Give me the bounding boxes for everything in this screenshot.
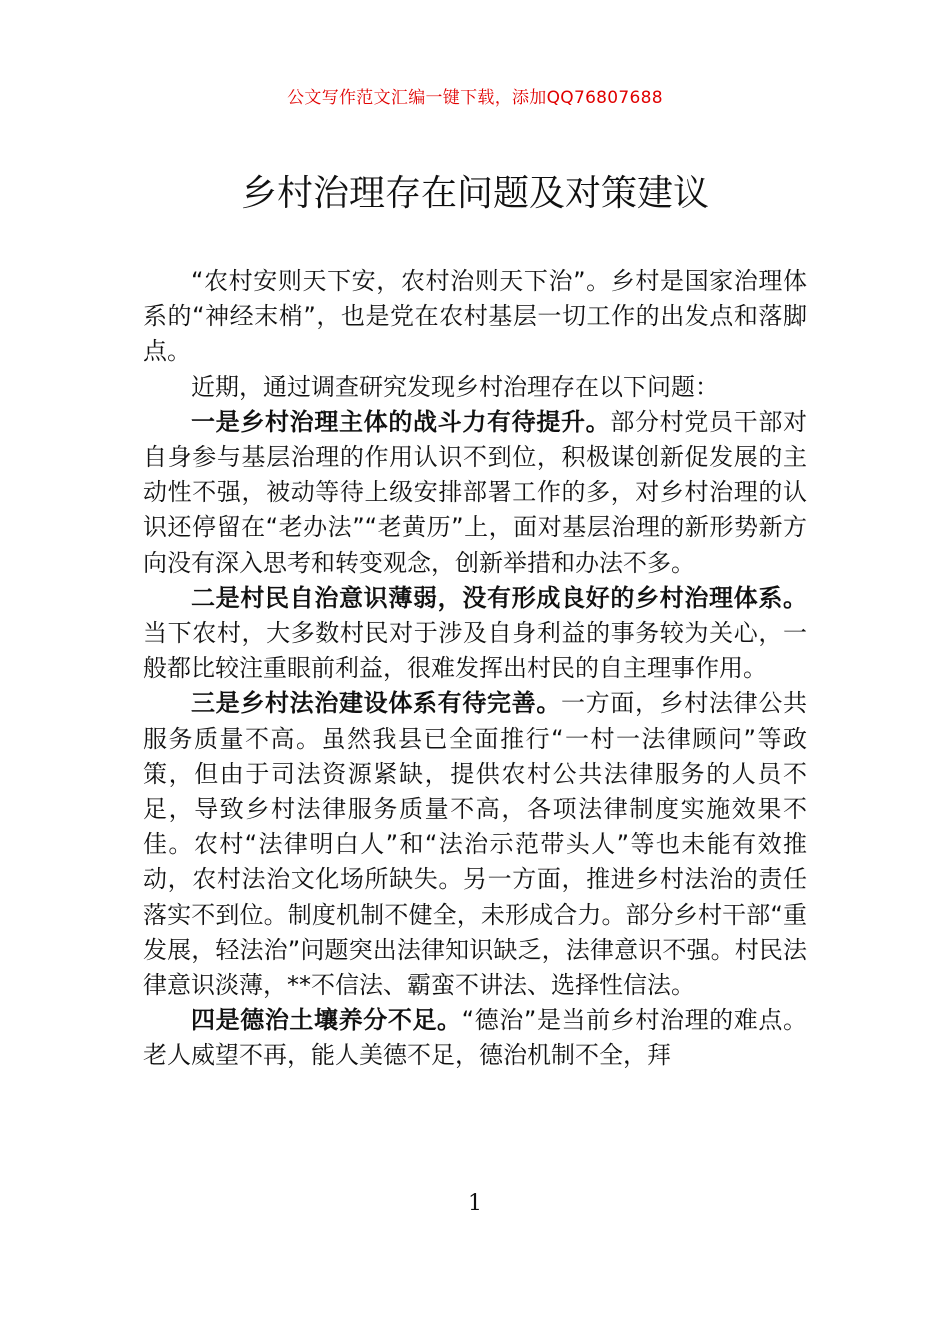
- paragraph-issue-4: [143, 1003, 807, 1073]
- paragraph-text: 部分村党员干部对自身参与基层治理的作用认识不到位，积极谋创新促发展的主动性不强，被动等待上级安排部署工作的多，对乡村治理的认识还停留在“老办法”“老黄历”上，面对基层治理的新形势新方向没有深入思考和转变观念，创新举措和办法不多。: [143, 407, 808, 577]
- page-title: 乡村治理存在问题及对策建议: [240, 173, 709, 214]
- paragraph-text: 一方面，乡村法律公共服务质量不高。虽然我县已全面推行“一村一法律顾问”等政策，但由于司法资源紧缺，提供农村公共法律服务的人员不足，导致乡村法律服务质量不高，各项法律制度实施效果不佳。农村“法律明白人”和“法治示范带头人”等也未能有效推动，农村法治文化场所缺失。另一方面，推进乡村法治的责任落实不到位。制度机制不健全，未形成合力。部分乡村干部“重发展，轻法治”问题突出法律知识缺乏，法律意识不强。村民法律意识淡薄，**不信法、霸蛮不讲法、选择性信法。: [143, 689, 807, 1000]
- header-download-note: 公文写作范文汇编一键下载，添加QQ76807688: [287, 88, 663, 108]
- paragraph-lead: 二是村民自治意识薄弱，没有形成良好的乡村治理体系。: [191, 583, 807, 612]
- paragraph-findings-intro: [143, 370, 807, 405]
- paragraph-lead: 四是德治土壤养分不足。: [191, 1006, 462, 1035]
- paragraph-text: “德治”是当前乡村治理的难点。老人威望不再，能人美德不足，德治机制不全，拜: [143, 1006, 807, 1070]
- paragraph-text: 当下农村，大多数村民对于涉及自身利益的事务较为关心，一般都比较注重眼前利益，很难发挥出村民的自主理事作用。: [143, 619, 807, 683]
- paragraph-issue-1: [143, 405, 807, 581]
- paragraph-intro: [143, 264, 807, 370]
- paragraph-text: “农村安则天下安，农村治则天下治”。乡村是国家治理体系的“神经末梢”，也是党在农村基层一切工作的出发点和落脚点。: [143, 267, 807, 366]
- paragraph-text: 近期，通过调查研究发现乡村治理存在以下问题：: [191, 372, 719, 401]
- page-number: 1: [468, 1191, 482, 1216]
- paragraph-issue-2: [143, 581, 807, 687]
- paragraph-issue-3: [143, 686, 807, 1003]
- document-body: [143, 264, 807, 1074]
- paragraph-lead: 一是乡村治理主体的战斗力有待提升。: [191, 407, 611, 436]
- paragraph-lead: 三是乡村法治建设体系有待完善。: [191, 689, 561, 718]
